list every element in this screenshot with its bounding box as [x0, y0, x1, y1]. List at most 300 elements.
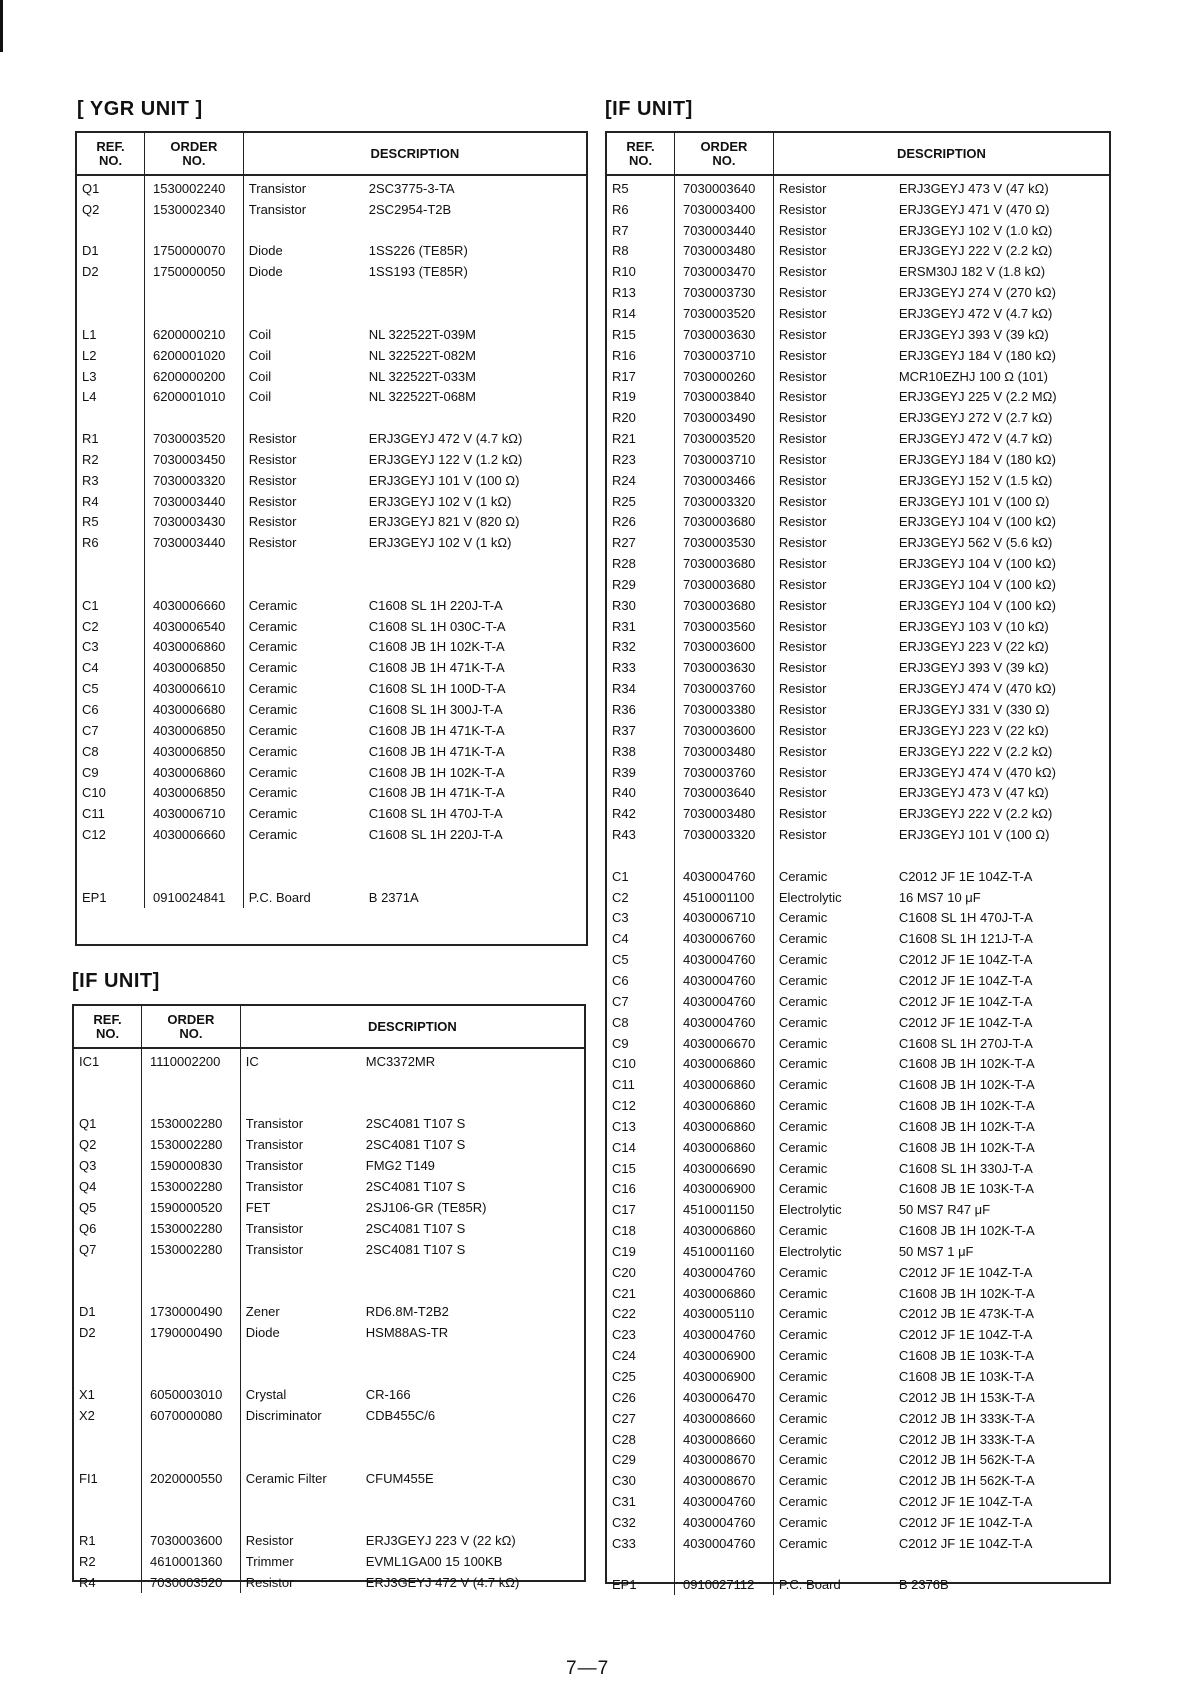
part-type: Transistor	[245, 1220, 304, 1236]
ref-no: C24	[612, 1348, 636, 1364]
order-no: 4030006850	[145, 720, 244, 741]
description	[773, 699, 1109, 720]
order-no: 7030003520	[675, 303, 774, 324]
part-number: 2SC4081 T107 S	[365, 1220, 466, 1236]
parts-row	[77, 782, 586, 803]
order-no: 7030000260	[675, 366, 774, 387]
order-no: 1750000050	[145, 261, 244, 282]
ref-no: C8	[612, 1014, 629, 1030]
description	[243, 407, 586, 428]
part-type: Ceramic	[778, 931, 828, 947]
header-order-no: ORDER NO.	[145, 133, 244, 175]
description	[240, 1197, 584, 1218]
part-number: C1608 SL 1H 220J-T-A	[368, 827, 503, 843]
parts-row	[74, 1447, 584, 1468]
order-no	[145, 553, 244, 574]
part-type: Diode	[248, 243, 283, 259]
ref-no: C15	[612, 1160, 636, 1176]
ref-no: C30	[612, 1473, 636, 1489]
order-no	[142, 1259, 241, 1280]
ref-no: R30	[612, 597, 636, 613]
part-type: Resistor	[778, 243, 827, 259]
part-type: Resistor	[778, 785, 827, 801]
part-type: Resistor	[245, 1533, 294, 1549]
part-number: NL 322522T-082M	[368, 347, 476, 363]
description	[243, 512, 586, 533]
part-type: Resistor	[778, 347, 827, 363]
ref-no: R4	[82, 493, 99, 509]
order-no: 7030003640	[675, 175, 774, 199]
part-type: Ceramic	[778, 952, 828, 968]
parts-row	[77, 386, 586, 407]
ref-no	[74, 1093, 142, 1114]
description	[240, 1447, 584, 1468]
description	[773, 303, 1109, 324]
parts-row	[74, 1280, 584, 1301]
part-type: Ceramic	[778, 1160, 828, 1176]
part-number: C1608 JB 1H 102K-T-A	[898, 1139, 1035, 1155]
ref-no: R31	[612, 618, 636, 634]
part-type: Resistor	[778, 722, 827, 738]
part-number: NL 322522T-068M	[368, 389, 476, 405]
parts-row	[607, 1158, 1109, 1179]
parts-row	[77, 303, 586, 324]
header-description: DESCRIPTION	[773, 133, 1109, 175]
description	[773, 908, 1109, 929]
part-type: Coil	[248, 389, 272, 405]
ref-no: C32	[612, 1514, 636, 1530]
description	[240, 1280, 584, 1301]
description	[773, 512, 1109, 533]
part-type: Ceramic	[778, 1410, 828, 1426]
parts-row	[607, 1470, 1109, 1491]
parts-row	[74, 1239, 584, 1260]
parts-row	[74, 1489, 584, 1510]
ref-no: L1	[82, 326, 97, 342]
parts-row	[607, 1575, 1109, 1596]
part-number: C1608 SL 1H 300J-T-A	[368, 702, 503, 718]
ref-no	[74, 1426, 142, 1447]
ref-no	[74, 1364, 142, 1385]
part-number: ERJ3GEYJ 102 V (1.0 kΩ)	[898, 222, 1053, 238]
order-no: 4030006710	[675, 908, 774, 929]
order-no	[145, 220, 244, 241]
part-type: Resistor	[778, 576, 827, 592]
parts-row	[74, 1510, 584, 1531]
part-number: ERJ3GEYJ 223 V (22 kΩ)	[898, 639, 1049, 655]
ref-no: C18	[612, 1223, 636, 1239]
description	[773, 678, 1109, 699]
part-number: EVML1GA00 15 100KB	[365, 1554, 503, 1570]
part-type: Electrolytic	[778, 889, 842, 905]
part-type: Resistor	[778, 305, 827, 321]
order-no: 1530002340	[145, 199, 244, 220]
order-no: 4030004760	[675, 991, 774, 1012]
parts-row	[607, 574, 1109, 595]
description	[240, 1364, 584, 1385]
part-number: C1608 JB 1H 102K-T-A	[898, 1285, 1035, 1301]
order-no: 6070000080	[142, 1405, 241, 1426]
part-type: Ceramic	[778, 1139, 828, 1155]
ref-no: R13	[612, 285, 636, 301]
order-no: 7030003480	[675, 741, 774, 762]
order-no: 1530002280	[142, 1176, 241, 1197]
parts-row	[607, 824, 1109, 845]
description	[773, 1074, 1109, 1095]
description	[243, 175, 586, 199]
part-number: ERJ3GEYJ 103 V (10 kΩ)	[898, 618, 1049, 634]
description	[773, 470, 1109, 491]
part-number: HSM88AS-TR	[365, 1324, 449, 1340]
part-number: 2SC3775-3-TA	[368, 180, 455, 196]
part-number: C1608 SL 1H 121J-T-A	[898, 931, 1033, 947]
part-type: Ceramic	[248, 660, 298, 676]
part-number: 2SC4081 T107 S	[365, 1241, 466, 1257]
parts-row	[74, 1530, 584, 1551]
part-number: ERJ3GEYJ 102 V (1 kΩ)	[368, 493, 512, 509]
order-no	[145, 303, 244, 324]
ref-no: X2	[79, 1408, 95, 1424]
part-number: C1608 JB 1E 103K-T-A	[898, 1348, 1034, 1364]
part-type: Transistor	[245, 1241, 304, 1257]
order-no	[142, 1093, 241, 1114]
part-type: Ceramic	[778, 1264, 828, 1280]
part-type: Ceramic	[778, 1014, 828, 1030]
parts-row	[607, 1033, 1109, 1054]
order-no: 7030003450	[145, 449, 244, 470]
parts-table	[74, 1006, 584, 1593]
ref-no: C7	[612, 993, 629, 1009]
ref-no: R27	[612, 535, 636, 551]
ref-no: R24	[612, 472, 636, 488]
order-no: 7030003760	[675, 678, 774, 699]
part-number: C1608 JB 1H 471K-T-A	[368, 660, 505, 676]
part-number: 2SC4081 T107 S	[365, 1137, 466, 1153]
parts-row	[607, 1512, 1109, 1533]
part-type: Ceramic	[778, 1285, 828, 1301]
order-no: 4510001150	[675, 1199, 774, 1220]
ref-no: C27	[612, 1410, 636, 1426]
parts-row	[74, 1405, 584, 1426]
parts-row	[77, 803, 586, 824]
parts-row	[77, 261, 586, 282]
part-number: C2012 JB 1H 333K-T-A	[898, 1410, 1035, 1426]
part-type: Ceramic	[778, 1389, 828, 1405]
order-no: 7030003730	[675, 282, 774, 303]
ref-no	[607, 845, 675, 866]
order-no: 7030003680	[675, 574, 774, 595]
parts-row	[607, 470, 1109, 491]
parts-row	[74, 1385, 584, 1406]
parts-row	[74, 1551, 584, 1572]
parts-row	[607, 699, 1109, 720]
order-no	[145, 282, 244, 303]
ref-no: R16	[612, 347, 636, 363]
ref-no: C9	[612, 1035, 629, 1051]
parts-row	[77, 470, 586, 491]
ref-no: EP1	[82, 889, 107, 905]
part-number: C1608 SL 1H 030C-T-A	[368, 618, 506, 634]
part-number: C1608 JB 1H 471K-T-A	[368, 743, 505, 759]
part-type: Electrolytic	[778, 1202, 842, 1218]
description	[243, 595, 586, 616]
order-no: 7030003440	[675, 220, 774, 241]
parts-row	[77, 845, 586, 866]
ref-no	[77, 574, 145, 595]
part-type: Resistor	[778, 201, 827, 217]
description	[773, 782, 1109, 803]
part-number: ERJ3GEYJ 104 V (100 kΩ)	[898, 576, 1056, 592]
part-type: Coil	[248, 368, 272, 384]
ref-no	[74, 1072, 142, 1093]
order-no	[145, 866, 244, 887]
description	[773, 845, 1109, 866]
part-number: ERJ3GEYJ 101 V (100 Ω)	[898, 827, 1050, 843]
part-number: B 2376B	[898, 1577, 949, 1593]
parts-row	[607, 1137, 1109, 1158]
part-type: Diode	[248, 264, 283, 280]
description	[773, 970, 1109, 991]
description	[773, 595, 1109, 616]
ref-no: C1	[612, 868, 629, 884]
parts-row	[607, 1095, 1109, 1116]
part-number: MCR10EZHJ 100 Ω (101)	[898, 368, 1048, 384]
order-no: 4030006860	[675, 1137, 774, 1158]
part-number: ERSM30J 182 V (1.8 kΩ)	[898, 264, 1046, 280]
parts-row	[77, 220, 586, 241]
description	[243, 366, 586, 387]
order-no	[145, 845, 244, 866]
part-type: Resistor	[248, 493, 297, 509]
order-no: 4030006850	[145, 657, 244, 678]
order-no	[142, 1426, 241, 1447]
parts-row	[607, 1449, 1109, 1470]
parts-row	[607, 553, 1109, 574]
ref-no: C31	[612, 1494, 636, 1510]
parts-row	[607, 1179, 1109, 1200]
part-number: ERJ3GEYJ 101 V (100 Ω)	[368, 472, 520, 488]
ref-no: R23	[612, 451, 636, 467]
order-no: 1530002280	[142, 1218, 241, 1239]
parts-row	[607, 887, 1109, 908]
part-number: 2SC4081 T107 S	[365, 1116, 466, 1132]
description	[240, 1551, 584, 1572]
part-number: 50 MS7 R47 μF	[898, 1202, 991, 1218]
order-no: 4030006680	[145, 699, 244, 720]
order-no: 7030003640	[675, 782, 774, 803]
order-no: 7030003680	[675, 595, 774, 616]
part-number: NL 322522T-039M	[368, 326, 476, 342]
order-no: 4030006860	[675, 1283, 774, 1304]
ref-no: R38	[612, 743, 636, 759]
parts-row	[607, 845, 1109, 866]
order-no: 4030005110	[675, 1304, 774, 1325]
description	[243, 616, 586, 637]
part-type: Ceramic	[778, 1181, 828, 1197]
description	[773, 1324, 1109, 1345]
part-number: MC3372MR	[365, 1053, 436, 1069]
order-no: 0910027112	[675, 1575, 774, 1596]
parts-row	[607, 261, 1109, 282]
order-no: 4030006660	[145, 824, 244, 845]
part-number: ERJ3GEYJ 471 V (470 Ω)	[898, 201, 1050, 217]
order-no: 4030006850	[145, 741, 244, 762]
part-number: ERJ3GEYJ 393 V (39 kΩ)	[898, 326, 1049, 342]
parts-row	[74, 1093, 584, 1114]
ref-no: R42	[612, 806, 636, 822]
parts-row	[74, 1322, 584, 1343]
description	[243, 574, 586, 595]
parts-row	[607, 616, 1109, 637]
order-no: 7030003520	[145, 428, 244, 449]
ref-no: R37	[612, 722, 636, 738]
description	[243, 303, 586, 324]
ref-no: L4	[82, 389, 97, 405]
order-no: 1530002280	[142, 1114, 241, 1135]
order-no: 1590000520	[142, 1197, 241, 1218]
description	[243, 637, 586, 658]
part-number: ERJ3GEYJ 222 V (2.2 kΩ)	[898, 806, 1053, 822]
ref-no	[74, 1447, 142, 1468]
parts-row	[607, 1429, 1109, 1450]
description	[240, 1468, 584, 1489]
description	[773, 241, 1109, 262]
part-type: Ceramic	[778, 868, 828, 884]
header-ref-no: REF. NO.	[74, 1006, 142, 1048]
part-type: Resistor	[245, 1575, 294, 1591]
parts-row	[77, 762, 586, 783]
part-number: C1608 JB 1H 471K-T-A	[368, 722, 505, 738]
part-number: C2012 JF 1E 104Z-T-A	[898, 1264, 1033, 1280]
ref-no: C11	[612, 1077, 635, 1093]
part-type: Ceramic	[248, 702, 298, 718]
ref-no: C10	[612, 1056, 636, 1072]
description	[240, 1048, 584, 1072]
part-type: Ceramic	[248, 681, 298, 697]
part-number: 50 MS7 1 μF	[898, 1243, 974, 1259]
parts-row	[77, 532, 586, 553]
ref-no: R39	[612, 764, 636, 780]
part-type: Ceramic	[778, 1431, 828, 1447]
description	[773, 657, 1109, 678]
parts-row	[607, 1554, 1109, 1575]
part-number: 2SC2954-T2B	[368, 201, 452, 217]
part-type: Ceramic	[778, 1473, 828, 1489]
description	[773, 1158, 1109, 1179]
description	[240, 1489, 584, 1510]
parts-row	[607, 282, 1109, 303]
order-no: 7030003470	[675, 261, 774, 282]
parts-row	[607, 1220, 1109, 1241]
part-type: Resistor	[778, 264, 827, 280]
description	[773, 1575, 1109, 1596]
parts-table	[77, 133, 586, 908]
part-type: IC	[245, 1053, 259, 1069]
description	[240, 1093, 584, 1114]
description	[773, 1491, 1109, 1512]
ref-no: C3	[82, 639, 99, 655]
part-type: Ceramic	[778, 1494, 828, 1510]
part-type: Resistor	[778, 764, 827, 780]
order-no: 7030003840	[675, 386, 774, 407]
ref-no	[77, 866, 145, 887]
order-no: 7030003480	[675, 241, 774, 262]
part-type: Electrolytic	[778, 1243, 842, 1259]
parts-row	[74, 1197, 584, 1218]
parts-row	[607, 449, 1109, 470]
parts-row	[607, 928, 1109, 949]
order-no: 4030008670	[675, 1449, 774, 1470]
description	[773, 553, 1109, 574]
part-number: CFUM455E	[365, 1470, 434, 1486]
ref-no: R26	[612, 514, 636, 530]
description	[773, 1470, 1109, 1491]
order-no: 1530002240	[145, 175, 244, 199]
description	[240, 1134, 584, 1155]
description	[243, 449, 586, 470]
part-type: Ceramic	[248, 618, 298, 634]
part-number: ERJ3GEYJ 473 V (47 kΩ)	[898, 180, 1049, 196]
parts-row	[77, 282, 586, 303]
part-type: Transistor	[248, 180, 307, 196]
order-no: 4030004760	[675, 866, 774, 887]
ref-no: C6	[82, 702, 99, 718]
parts-row	[607, 595, 1109, 616]
part-number: C1608 JB 1H 102K-T-A	[368, 764, 505, 780]
description	[240, 1259, 584, 1280]
order-no: 4030008670	[675, 1470, 774, 1491]
order-no: 7030003760	[675, 762, 774, 783]
ref-no	[74, 1510, 142, 1531]
ref-no	[74, 1259, 142, 1280]
part-number: C2012 JF 1E 104Z-T-A	[898, 1514, 1033, 1530]
ref-no: D1	[82, 243, 99, 259]
ref-no: C28	[612, 1431, 636, 1447]
order-no: 4030006860	[145, 637, 244, 658]
part-type: Resistor	[778, 556, 827, 572]
ref-no: EP1	[612, 1577, 637, 1593]
description	[773, 428, 1109, 449]
parts-row	[607, 657, 1109, 678]
parts-row	[77, 595, 586, 616]
order-no: 1750000070	[145, 241, 244, 262]
order-no: 7030003440	[145, 491, 244, 512]
order-no: 1730000490	[142, 1301, 241, 1322]
part-type: Ceramic	[778, 910, 828, 926]
ref-no: C20	[612, 1264, 636, 1280]
part-number: ERJ3GEYJ 474 V (470 kΩ)	[898, 681, 1056, 697]
parts-row	[74, 1301, 584, 1322]
part-number: C1608 SL 1H 470J-T-A	[898, 910, 1033, 926]
parts-row	[607, 991, 1109, 1012]
parts-row	[74, 1155, 584, 1176]
description	[243, 678, 586, 699]
ref-no: R1	[79, 1533, 96, 1549]
part-type: Trimmer	[245, 1554, 294, 1570]
part-number: CR-166	[365, 1387, 411, 1403]
ref-no: C4	[612, 931, 629, 947]
parts-row	[77, 175, 586, 199]
part-type: Ceramic	[778, 993, 828, 1009]
corner-crop-mark	[0, 0, 3, 52]
part-type: Zener	[245, 1304, 280, 1320]
order-no: 7030003710	[675, 345, 774, 366]
description	[773, 1283, 1109, 1304]
order-no: 7030003600	[142, 1530, 241, 1551]
description	[773, 866, 1109, 887]
ref-no: X1	[79, 1387, 95, 1403]
part-number: 1SS193 (TE85R)	[368, 264, 468, 280]
